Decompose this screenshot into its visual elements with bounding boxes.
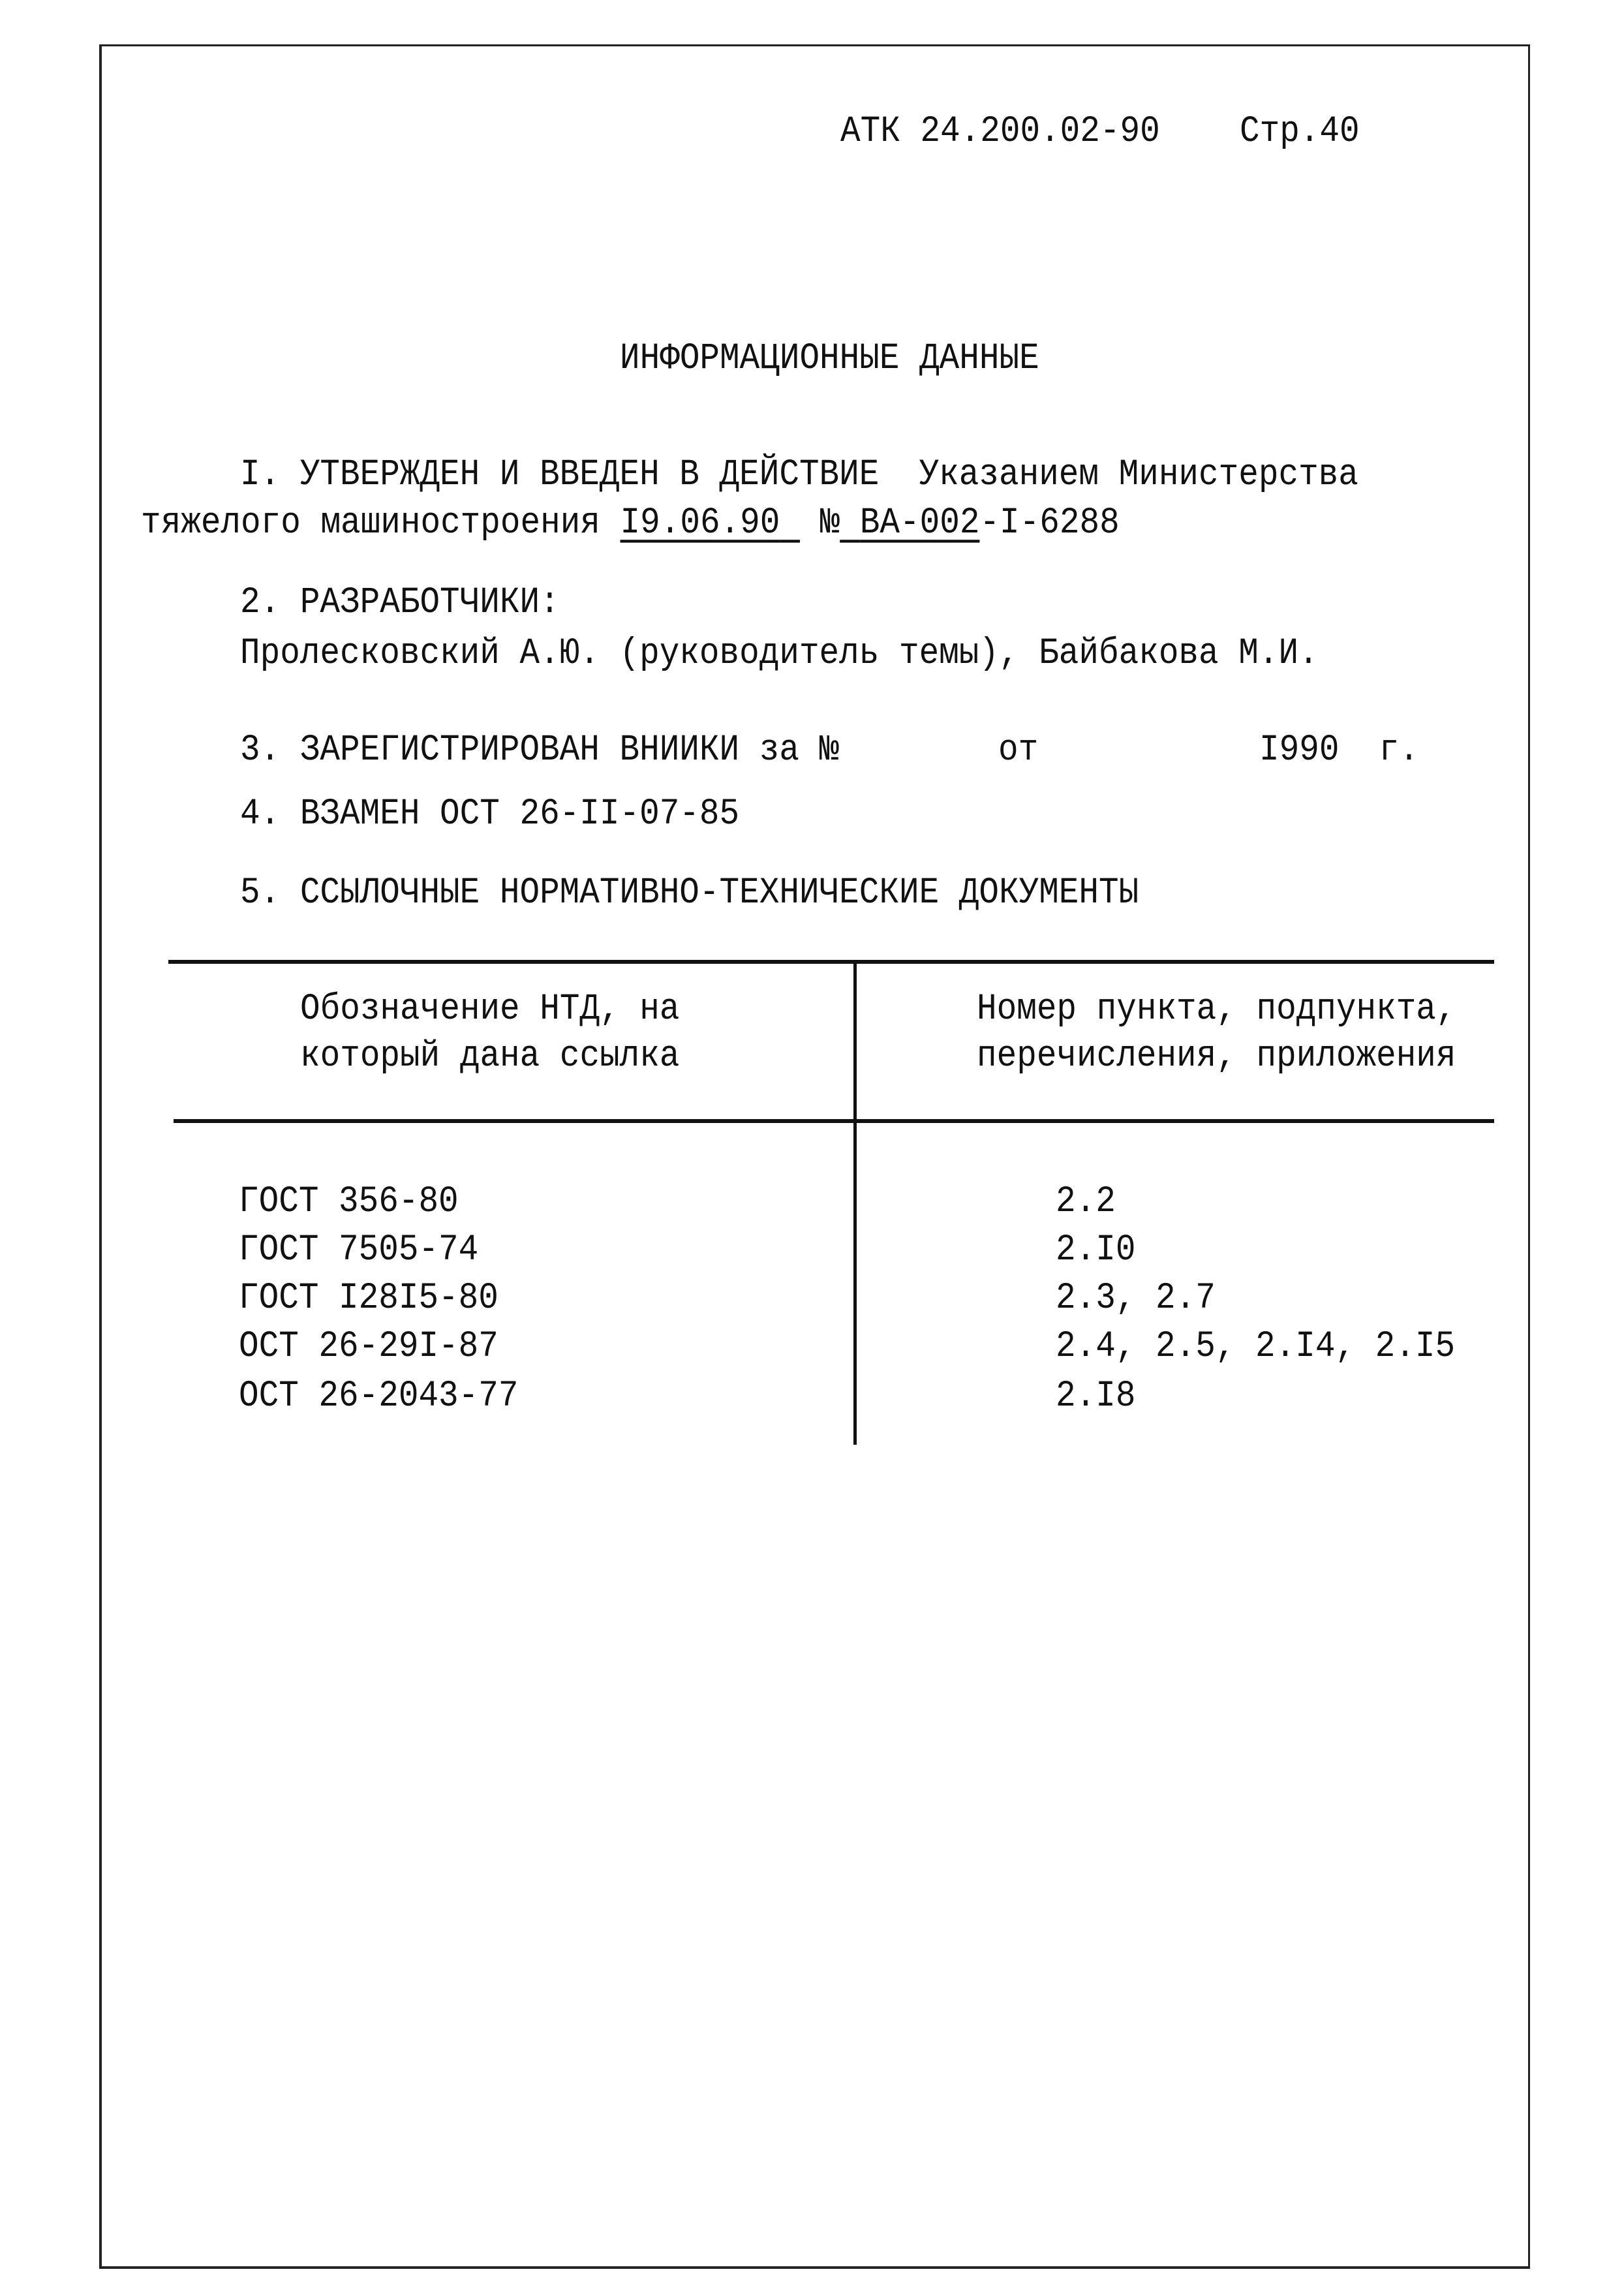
page-number: Стр.40 [1240,112,1360,153]
table-row-doc: ГОСТ I28I5-80 [239,1278,498,1319]
developers: Пролесковский А.Ю. (руководитель темы), Байбакова М.И. [240,634,1319,675]
table-row-doc: ОСТ 26-29I-87 [239,1327,498,1368]
item3-from: от [998,730,1039,771]
approval-number-rest: -I-6288 [979,503,1120,544]
item1-line1: I. УТВЕРЖДЕН И ВВЕДЕН В ДЕЙСТВИЕ Указанием Министерства [240,455,1358,496]
table-header-left-1: Обозначение НТД, на [300,989,680,1030]
table-row-clauses: 2.3, 2.7 [1056,1278,1216,1319]
item4: 4. ВЗАМЕН ОСТ 26-II-07-85 [240,794,740,835]
item5: 5. ССЫЛОЧНЫЕ НОРМАТИВНО-ТЕХНИЧЕСКИЕ ДОКУМЕНТЫ [240,873,1139,914]
approval-number: ВА-002 [859,503,980,544]
table-header-right-1: Номер пункта, подпункта, [977,989,1456,1030]
number-sign: № [820,503,840,544]
item2-heading: 2. РАЗРАБОТЧИКИ: [240,583,560,624]
table-column-divider [853,962,857,1445]
document-code: АТК 24.200.02-90 [840,112,1160,153]
table-row-doc: ОСТ 26-2043-77 [239,1376,519,1417]
item3-year: I990 г. [1259,730,1419,771]
table-row-clauses: 2.4, 2.5, 2.I4, 2.I5 [1056,1327,1456,1368]
page-title: ИНФОРМАЦИОННЫЕ ДАННЫЕ [620,339,1039,380]
table-top-rule [168,960,1494,964]
approval-date: I9.06.90 [620,503,780,544]
item3-text: 3. ЗАРЕГИСТРИРОВАН ВНИИКИ за № [240,730,840,771]
table-row-clauses: 2.I0 [1056,1230,1136,1271]
table-row-clauses: 2.I8 [1056,1376,1136,1417]
table-row-clauses: 2.2 [1056,1182,1116,1223]
table-row-doc: ГОСТ 356-80 [239,1182,459,1223]
item1-prefix: тяжелого машиностроения [141,503,620,544]
table-row-doc: ГОСТ 7505-74 [239,1230,479,1271]
table-header-rule [174,1119,1494,1123]
item1-line2 [141,502,1120,546]
table-header-left-2: который дана ссылка [300,1036,680,1077]
table-header-right-2: перечисления, приложения [977,1036,1456,1077]
